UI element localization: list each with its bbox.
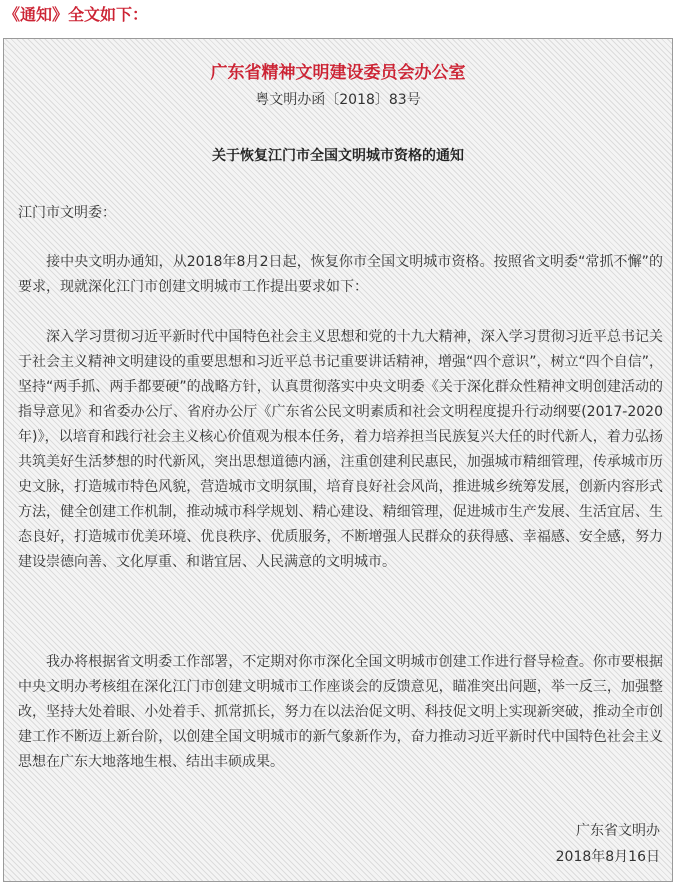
paragraph-2-text: 深入学习贯彻习近平新时代中国特色社会主义思想和党的十九大精神，深入学习贯彻习近平总书记关于社会主义精神文明建设的重要思想和习近平总书记重要讲话精神，增强“四个意识”，树立“四个自信”，坚持“两手抓、两手都要硬”的战略方针，认真贯彻落实中央文明委《关于深化群众性精神文明创建活动的指导意见》和省委办公厅、省府办公厅《广东省公民文明素质和社会文明程度提升行动纲要(2017-2020年)》，以培育和践行社会主义核心价值观为根本任务，着力培养担当民族复兴大任的时代新人，着力弘扬共筑美好生活梦想的时代新风，突出思想道德内涵，注重创建利民惠民，加强城市精细管理，传承城市历史文脉，打造城市特色风貌，营造城市文明氛围，培育良好社会风尚，推进城乡统筹发展，创新内容形式方法，健全创建工作机制，推动城市科学规划、精心建设、精细管理，促进城市生产发展、生活宜居、生态良好，打造城市优美环境、优良秩序、优质服务，不断增强人民群众的获得感、幸福感、安全感，努力建设崇德向善、文化厚重、和谐宜居、人民满意的文明城市。 — [18, 329, 664, 570]
intro-heading: 《通知》全文如下： — [4, 5, 149, 24]
paragraph-3-text: 我办将根据省文明委工作部署，不定期对你市深化全国文明城市创建工作进行督导检查。你市要根据中央文明办考核组在深化江门市创建文明城市工作座谈会的反馈意见，瞄准突出问题，举一反三，加强整改，坚持大处着眼、小处着手、抓常抓长，努力在以法治促文明、科技促文明上实现新突破，推动全市创建工作不断迈上新台阶，以创建全国文明城市的新气象新作为，奋力推动习近平新时代中国特色社会主义思想在广东大地落地生根、结出丰硕成果。 — [18, 654, 663, 770]
paragraph-1-text: 接中央文明办通知，从2018年8月2日起，恢复你市全国文明城市资格。按照省文明委“常抓不懈”的要求，现就深化江门市创建文明城市工作提出要求如下： — [18, 254, 663, 295]
signature-block — [556, 818, 660, 870]
signature-org: 广东省文明办 — [576, 823, 660, 839]
salutation — [18, 201, 663, 226]
document-panel — [3, 38, 673, 882]
paragraph-3 — [18, 650, 663, 775]
document-number: 粤文明办函〔2018〕83号 — [255, 92, 421, 108]
signature-date: 2018年8月16日 — [555, 849, 660, 865]
paragraph-2 — [18, 325, 663, 575]
salutation-text: 江门市文明委： — [18, 205, 116, 221]
sender-title: 广东省精神文明建设委员会办公室 — [210, 63, 466, 83]
paragraph-1 — [18, 250, 663, 300]
document-title: 关于恢复江门市全国文明城市资格的通知 — [212, 148, 464, 164]
